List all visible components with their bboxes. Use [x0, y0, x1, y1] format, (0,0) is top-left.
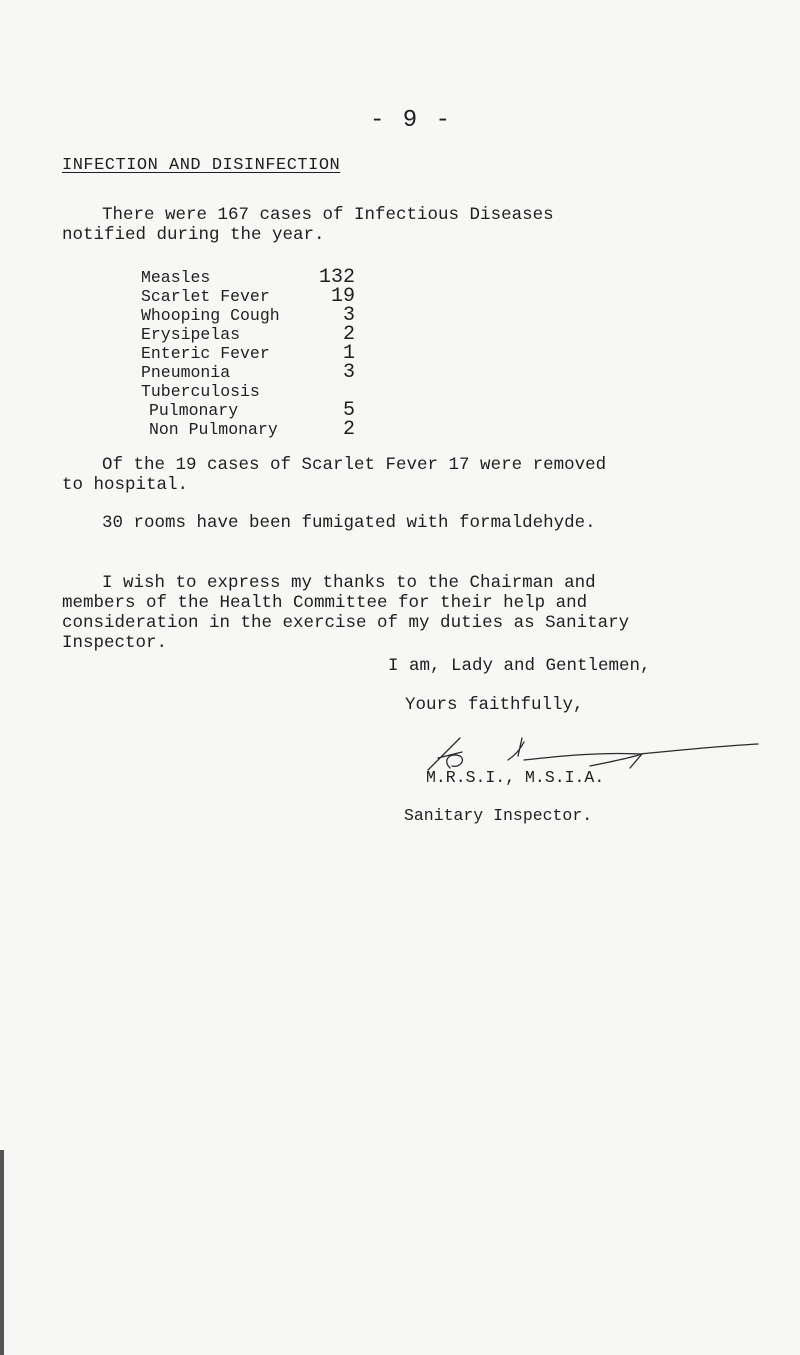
disease-count: 3	[342, 304, 355, 327]
disease-name: Pneumonia	[141, 363, 231, 382]
table-row	[141, 418, 355, 441]
disease-name: Pulmonary	[149, 401, 239, 420]
disease-count: 19	[330, 285, 355, 308]
disease-count: 2	[342, 418, 355, 441]
disease-name: Enteric Fever	[141, 344, 270, 363]
hospital-line-2: to hospital.	[62, 475, 189, 495]
signer-title: Sanitary Inspector.	[404, 806, 593, 825]
thanks-line-3: consideration in the exercise of my duties as Sanitary	[62, 613, 630, 633]
table-row	[141, 266, 355, 289]
disease-count: 2	[342, 323, 355, 346]
table-row	[141, 361, 355, 384]
disease-name: Whooping Cough	[141, 306, 280, 325]
fumigation-paragraph	[62, 513, 762, 533]
intro-line-1: There were 167 cases of Infectious Diseases	[102, 205, 554, 225]
credentials: M.R.S.I., M.S.I.A.	[426, 768, 605, 787]
table-row	[141, 323, 355, 346]
salutation: I am, Lady and Gentlemen,	[388, 656, 651, 676]
disease-name: Erysipelas	[141, 325, 241, 344]
disease-name: Scarlet Fever	[141, 287, 270, 306]
intro-paragraph	[62, 205, 762, 245]
disease-name: Non Pulmonary	[149, 420, 278, 439]
disease-count: 5	[342, 399, 355, 422]
page-number: - 9 -	[370, 107, 453, 134]
binding-edge	[0, 1150, 4, 1355]
disease-count: 1	[342, 342, 355, 365]
table-row	[141, 304, 355, 327]
disease-table	[141, 266, 355, 441]
disease-count: 3	[342, 361, 355, 384]
hospital-line-1: Of the 19 cases of Scarlet Fever 17 were removed	[102, 455, 607, 475]
disease-name: Tuberculosis	[141, 382, 260, 401]
thanks-line-2: members of the Health Committee for their help and	[62, 593, 588, 613]
table-row	[141, 382, 341, 401]
fumigation-line: 30 rooms have been fumigated with formaldehyde.	[102, 513, 596, 533]
disease-count: 132	[318, 266, 355, 289]
hospital-paragraph	[62, 455, 762, 495]
signoff: Yours faithfully,	[405, 695, 584, 715]
thanks-line-1: I wish to express my thanks to the Chairman and	[102, 573, 596, 593]
table-row	[141, 399, 355, 422]
table-row	[141, 285, 355, 308]
thanks-paragraph	[62, 573, 762, 653]
intro-line-2: notified during the year.	[62, 225, 325, 245]
section-heading: INFECTION AND DISINFECTION	[62, 156, 341, 175]
thanks-line-4: Inspector.	[62, 633, 168, 653]
disease-name: Measles	[141, 268, 211, 287]
table-row	[141, 342, 355, 365]
